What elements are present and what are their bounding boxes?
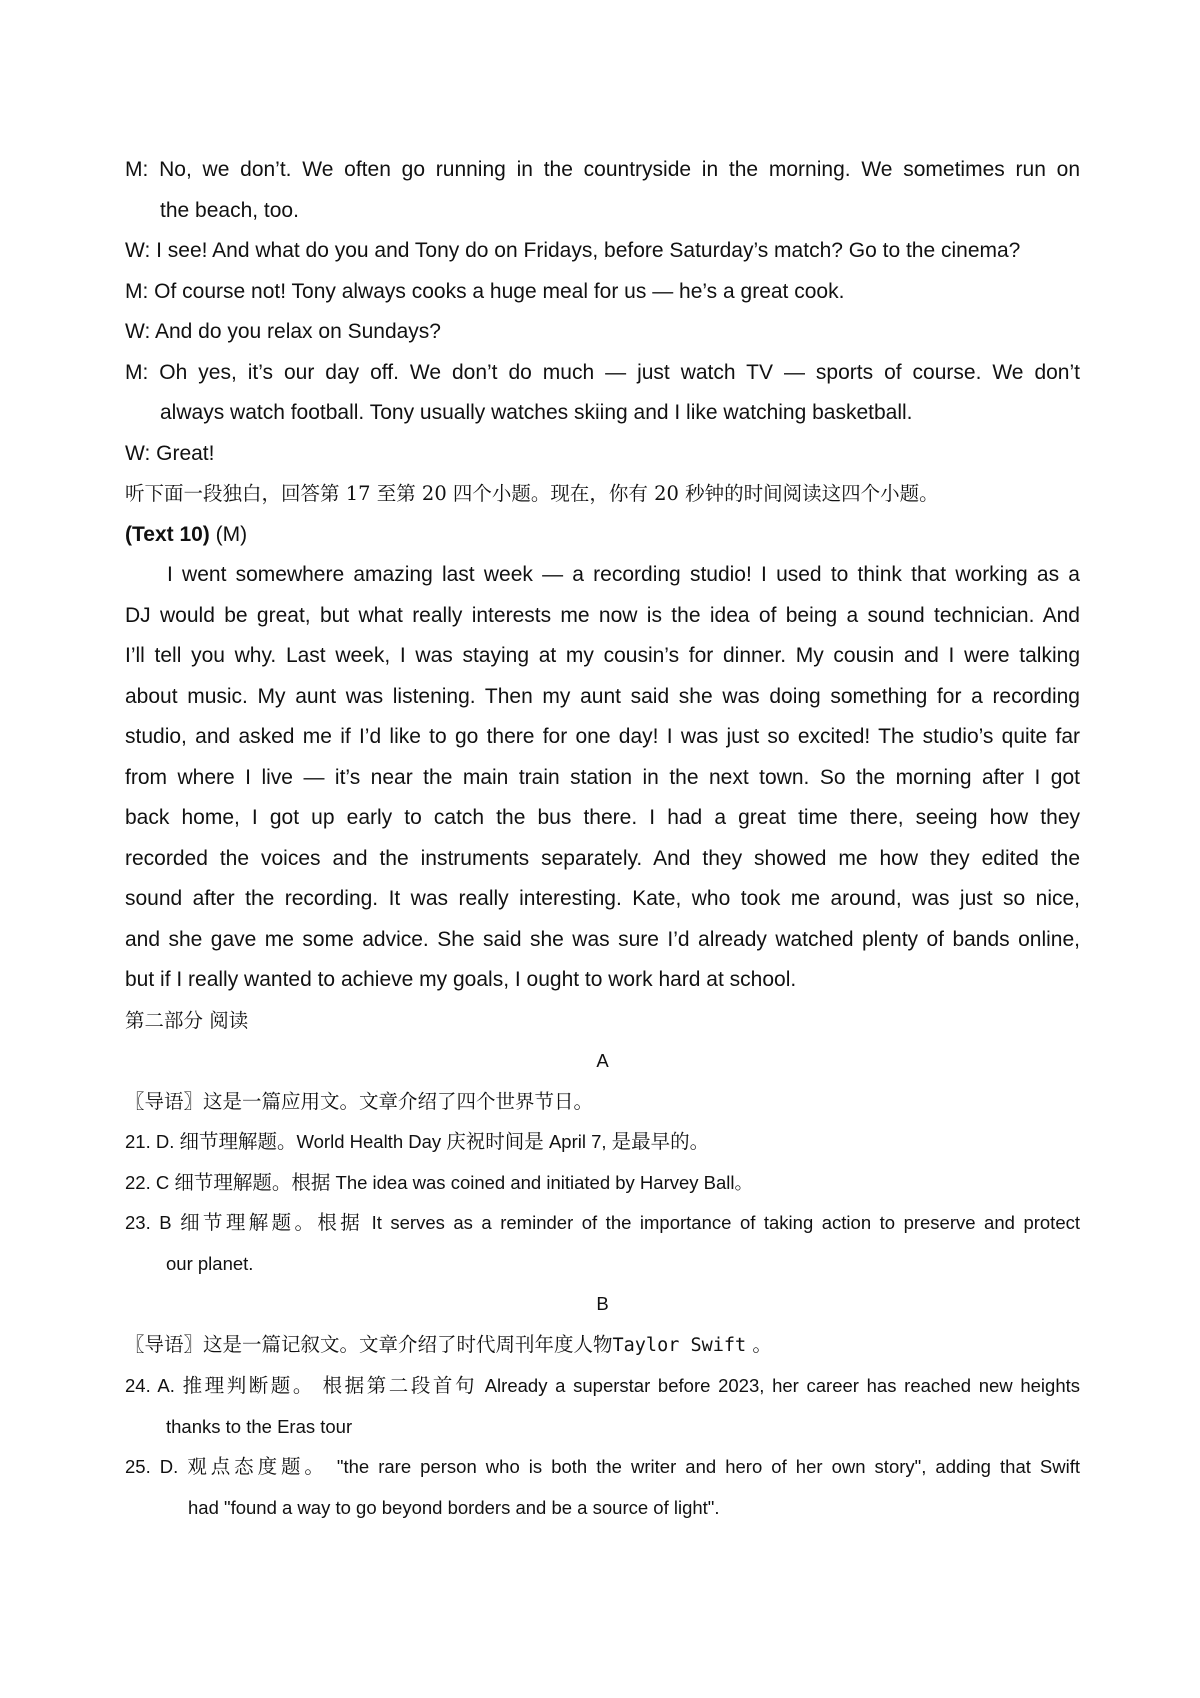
document-page <box>125 150 1080 1528</box>
text10-speaker: (M) <box>215 522 248 546</box>
section-a-letter: A <box>596 1050 609 1071</box>
answer-24-text: Already a superstar before 2023, her career has reached new heights <box>484 1375 1081 1396</box>
monologue-line: I went somewhere amazing last week — a recording studio! I used to think that working as a <box>167 563 1080 586</box>
monologue-line: I’ll tell you why. Last week, I was staying at my cousin’s for dinner. My cousin and I were talking <box>125 644 1080 667</box>
monologue-line: back home, I got up early to catch the bus there. I had a great time there, seeing how they <box>125 806 1080 829</box>
text10-header <box>125 515 1080 556</box>
answer-21-type: 细节理解题。 <box>179 1130 297 1153</box>
section-b-intro-text: 〖导语〗这是一篇记叙文。文章介绍了时代周刊年度人物 <box>125 1332 613 1356</box>
dialogue-line: W: I see! And what do you and Tony do on Fridays, before Saturday’s match? Go to the cinema? <box>125 239 1021 262</box>
section-b-intro-end: 。 <box>746 1332 772 1356</box>
monologue-line: sound after the recording. It was really interesting. Kate, who took me around, was just so nice, <box>125 887 1080 910</box>
answer-21-cn1: 庆祝时间是 <box>446 1130 544 1153</box>
answer-22-text: The idea was coined and initiated by Harvey Ball。 <box>335 1171 754 1193</box>
answer-25-number: 25. D. <box>125 1456 179 1477</box>
monologue-line: from where I live — it’s near the main train station in the next town. So the morning after I got <box>125 765 1080 789</box>
answer-23-text: It serves as a reminder of the importance of taking action to preserve and protect <box>371 1212 1080 1233</box>
dialogue-line: W: And do you relax on Sundays? <box>125 320 441 343</box>
answer-25-continued: had "found a way to go beyond borders and be a source of light". <box>188 1496 720 1518</box>
answer-21 <box>125 1122 1080 1163</box>
part2-heading: 第二部分 阅读 <box>125 1008 249 1032</box>
text10-label: (Text 10) <box>125 522 210 546</box>
answer-21-text1: World Health Day <box>296 1131 442 1152</box>
monologue-line: and she gave me some advice. She said she was sure I’d already watched plenty of bands online, <box>125 927 1080 951</box>
answer-24-type: 推理判断题。 <box>182 1374 315 1397</box>
answer-22-type: 细节理解题。根据 <box>174 1170 331 1194</box>
section-b-intro <box>125 1325 1080 1367</box>
section-b-letter: B <box>596 1293 609 1314</box>
dialogue-line: M: No, we don’t. We often go running in the countryside in the morning. We sometimes run on <box>125 158 1080 181</box>
answer-21-number: 21. D. <box>125 1131 175 1152</box>
answer-23-type: 细节理解题。根据 <box>180 1211 364 1234</box>
monologue-line: studio, and asked me if I’d like to go there for one day! I was just so excited! The studio’s quite far <box>125 725 1080 748</box>
dialogue-line: W: Great! <box>125 441 215 465</box>
dialogue-line: M: Of course not! Tony always cooks a huge meal for us — he’s a great cook. <box>125 279 845 303</box>
answer-24-cn: 根据第二段首句 <box>322 1374 478 1397</box>
answer-22 <box>125 1163 1080 1204</box>
section-b-intro-name: Taylor Swift <box>612 1334 747 1356</box>
answer-23-number: 23. B <box>125 1212 172 1233</box>
dialogue-line: always watch football. Tony usually watches skiing and I like watching basketball. <box>160 401 913 424</box>
monologue-line: about music. My aunt was listening. Then my aunt said she was doing something for a recording <box>125 684 1080 708</box>
answer-24 <box>125 1366 1080 1407</box>
answer-23-continued: our planet. <box>166 1252 254 1274</box>
answer-24-continued: thanks to the Eras tour <box>166 1415 353 1437</box>
answer-21-cn2: 是最早的。 <box>611 1130 710 1153</box>
answer-25-type: 观点态度题。 <box>187 1455 328 1478</box>
dialogue-line: M: Oh yes, it’s our day off. We don’t do much — just watch TV — sports of course. We don’t <box>125 360 1080 384</box>
answer-25 <box>125 1447 1080 1488</box>
answer-23 <box>125 1203 1080 1244</box>
answer-25-text: "the rare person who is both the writer and hero of her own story", adding that Swift <box>336 1456 1081 1477</box>
monologue-line: DJ would be great, but what really interests me now is the idea of being a sound technician. And <box>125 603 1080 627</box>
monologue-line: but if I really wanted to achieve my goals, I ought to work hard at school. <box>125 968 797 991</box>
answer-22-number: 22. C <box>125 1171 170 1193</box>
dialogue-line: the beach, too. <box>160 198 299 222</box>
listening-instruction: 听下面一段独白，回答第 17 至第 20 四个小题。现在，你有 20 秒钟的时间阅读这四个小题。 <box>125 482 939 505</box>
section-a-intro: 〖导语〗这是一篇应用文。文章介绍了四个世界节日。 <box>125 1089 594 1113</box>
answer-24-number: 24. A. <box>125 1375 175 1396</box>
answer-21-text2: April 7, <box>548 1131 607 1152</box>
monologue-line: recorded the voices and the instruments separately. And they showed me how they edited the <box>125 846 1080 870</box>
